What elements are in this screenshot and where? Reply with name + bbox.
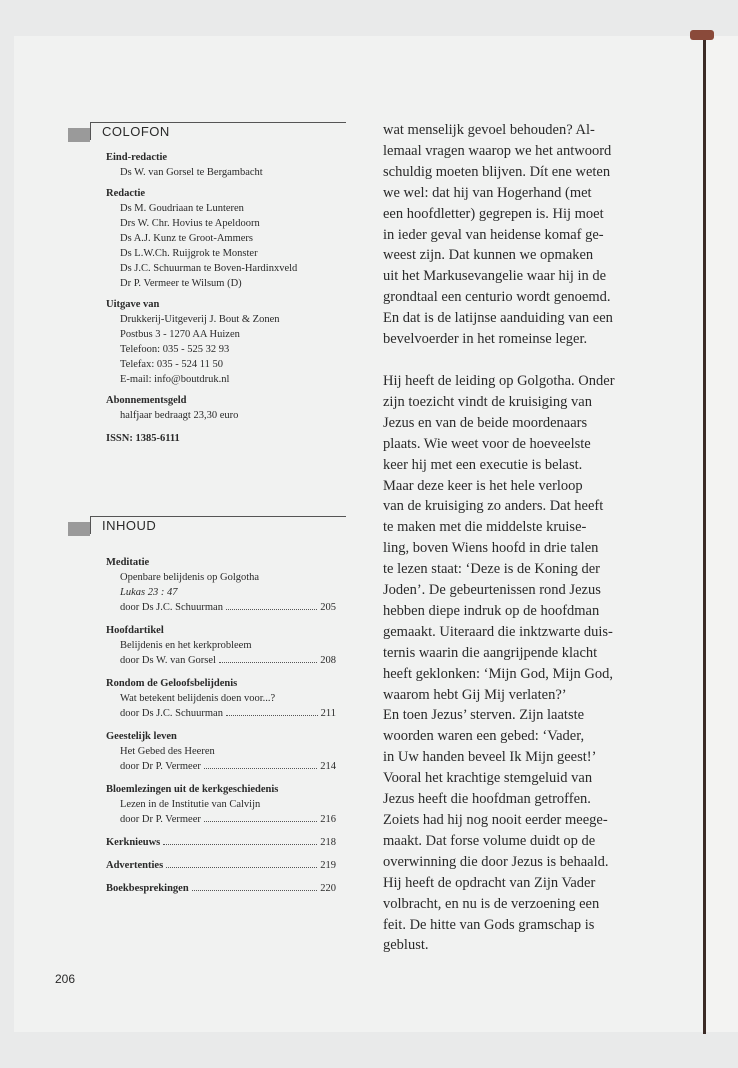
section-marker <box>68 522 90 536</box>
article-line: volbracht, en nu is de verzoening een <box>383 895 600 912</box>
article-line: geblust. <box>383 937 429 954</box>
toc-page: 208 <box>320 655 336 666</box>
dot-leader <box>226 715 318 716</box>
toc-row <box>106 835 336 850</box>
colofon-group <box>106 186 346 291</box>
page-number: 206 <box>55 972 76 986</box>
colofon-line: Drukkerij-Uitgeverij J. Bout & Zonen <box>120 314 280 325</box>
toc-author-row <box>106 600 336 615</box>
colofon-line: Telefax: 035 - 524 11 50 <box>120 359 223 370</box>
article-text <box>383 120 668 956</box>
toc-entry <box>106 835 336 850</box>
colofon-title: COLOFON <box>102 124 170 139</box>
article-line: Vooral het krachtige stemgeluid van <box>383 770 593 787</box>
article-line: waarom hebt Gij Mij verlaten?’ <box>383 686 567 703</box>
dot-leader <box>163 844 317 845</box>
toc-category: Hoofdartikel <box>106 625 164 636</box>
toc-author: door Ds J.C. Schuurman <box>120 708 223 719</box>
article-line: maakt. Dat forse volume duidt op de <box>383 832 596 849</box>
colofon-label: Uitgave van <box>106 299 160 310</box>
toc-category: Meditatie <box>106 557 150 568</box>
toc-author-row <box>106 653 336 668</box>
colofon-label: Abonnementsgeld <box>106 395 187 406</box>
inhoud-header <box>68 516 346 538</box>
toc-author: door Ds W. van Gorsel <box>120 655 216 666</box>
toc-title-line: Wat betekent belijdenis doen voor...? <box>120 693 276 704</box>
article-line: gemaakt. Uiteraard die inktzwarte duis- <box>383 623 613 640</box>
colofon-line: Ds M. Goudriaan te Lunteren <box>120 203 244 214</box>
toc-author: door Dr P. Vermeer <box>120 761 201 772</box>
colofon-line: Postbus 3 - 1270 AA Huizen <box>120 329 240 340</box>
article-line: heeft geklonken: ‘Mijn God, Mijn God, <box>383 665 613 682</box>
inhoud-title: INHOUD <box>102 518 157 533</box>
colofon-label: Redactie <box>106 188 146 199</box>
colofon-content <box>106 150 346 446</box>
article-line: zijn toezicht vindt de kruisiging van <box>383 393 592 410</box>
toc-entry <box>106 881 336 896</box>
colofon-group <box>106 150 346 180</box>
article-line: Zoiets had hij nog nooit eerder meege- <box>383 812 608 828</box>
colofon-line: Ds A.J. Kunz te Groot-Ammers <box>120 233 253 244</box>
toc-category: Geestelijk leven <box>106 731 177 742</box>
article-line: En toen Jezus’ sterven. Zijn laatste <box>383 707 585 724</box>
spine-headband <box>690 30 714 40</box>
colofon-line: Dr P. Vermeer te Wilsum (D) <box>120 278 242 289</box>
dot-leader <box>166 867 317 868</box>
section-marker <box>68 128 90 142</box>
toc-title-line: Het Gebed des Heeren <box>120 746 215 757</box>
article-line: lemaal vragen waarop we het antwoord <box>383 142 612 159</box>
article-line: woorden waren een gebed: ‘Vader, <box>383 728 585 745</box>
dot-leader <box>192 890 318 891</box>
article-line: plaats. Wie weet voor de hoeveelste <box>383 435 591 452</box>
colofon-group <box>106 393 346 423</box>
article-line: Jezus heeft die hoofdman getroffen. <box>383 791 591 808</box>
article-line: Joden’. De gebeurtenissen rond Jezus <box>383 582 601 599</box>
toc-title-line: Belijdenis en het kerkprobleem <box>120 640 252 651</box>
article-line: overwinning die door Jezus is behaald. <box>383 853 609 870</box>
toc-page: 216 <box>320 814 336 825</box>
toc-category: Advertenties <box>106 860 164 871</box>
article-line: feit. De hitte van Gods gramschap is <box>383 916 595 933</box>
article-line: ling, boven Wiens hoofd in drie talen <box>383 540 599 557</box>
colofon-line: Ds L.W.Ch. Ruijgrok te Monster <box>120 248 258 259</box>
toc-page: 218 <box>320 837 336 848</box>
article-line: we wel: dat hij van Hogerhand (met <box>383 184 592 201</box>
article-line: van de kruisiging zo anders. Dat heeft <box>383 498 604 515</box>
colofon-line: halfjaar bedraagt 23,30 euro <box>120 410 239 421</box>
toc-category: Boekbesprekingen <box>106 883 189 894</box>
article-line: schuldig moeten blijven. Dít ene weten <box>383 163 611 180</box>
article-paragraph <box>383 120 668 350</box>
article-line: keer hij met een executie is belast. <box>383 456 583 473</box>
toc-author-row <box>106 759 336 774</box>
colofon-line: E-mail: info@boutdruk.nl <box>120 374 230 385</box>
toc-entry <box>106 676 336 721</box>
toc-category: Rondom de Geloofsbelijdenis <box>106 678 238 689</box>
toc-row <box>106 858 336 873</box>
toc-page: 214 <box>320 761 336 772</box>
toc-category: Bloemlezingen uit de kerkgeschiedenis <box>106 784 279 795</box>
book-spine <box>703 34 706 1034</box>
table-of-contents <box>106 555 336 904</box>
dot-leader <box>204 768 317 769</box>
article-line: ternis waarin die aangrijpende klacht <box>383 644 598 661</box>
toc-row <box>106 881 336 896</box>
colofon-group <box>106 297 346 387</box>
colofon-line: Ds W. van Gorsel te Bergambacht <box>120 167 263 178</box>
article-line: uit het Markusevangelie waar hij in de <box>383 268 607 285</box>
colofon-line: Telefoon: 035 - 525 32 93 <box>120 344 230 355</box>
article-line: grondtaal een centurio wordt genoemd. <box>383 289 611 306</box>
toc-title-line: Lukas 23 : 47 <box>120 587 178 598</box>
toc-entry <box>106 858 336 873</box>
toc-entry <box>106 729 336 774</box>
toc-page: 220 <box>320 883 336 894</box>
toc-entry <box>106 555 336 615</box>
toc-entry <box>106 623 336 668</box>
toc-author: door Ds J.C. Schuurman <box>120 602 223 613</box>
article-line: te maken met die middelste kruise- <box>383 519 587 536</box>
colofon-line: Drs W. Chr. Hovius te Apeldoorn <box>120 218 260 229</box>
issn-number: ISSN: 1385-6111 <box>106 433 180 444</box>
toc-title-line: Openbare belijdenis op Golgotha <box>120 572 260 583</box>
colofon-label: Eind-redactie <box>106 152 168 163</box>
colofon-line: Ds J.C. Schuurman te Boven-Hardinxveld <box>120 263 298 274</box>
article-line: weest zijn. Dat kunnen we opmaken <box>383 247 594 264</box>
dot-leader <box>226 609 317 610</box>
article-line: een hoofdletter) gegrepen is. Hij moet <box>383 205 604 222</box>
adjacent-page-edge <box>706 36 738 1032</box>
article-paragraph <box>383 371 668 956</box>
toc-author-row <box>106 812 336 827</box>
toc-page: 219 <box>320 860 336 871</box>
colofon-header <box>68 122 346 144</box>
article-line: wat menselijk gevoel behouden? Al- <box>383 122 595 138</box>
toc-author-row <box>106 706 336 721</box>
article-line: te lezen staat: ‘Deze is de Koning der <box>383 561 601 578</box>
toc-page: 205 <box>320 602 336 613</box>
article-line: bevelvoerder in het romeinse leger. <box>383 331 588 348</box>
toc-page: 211 <box>320 708 336 719</box>
toc-title-line: Lezen in de Institutie van Calvijn <box>120 799 261 810</box>
article-line: Hij heeft de opdracht van Zijn Vader <box>383 874 596 891</box>
article-line: Maar deze keer is het hele verloop <box>383 477 583 494</box>
article-line: En dat is de latijnse aanduiding van een <box>383 310 613 327</box>
article-line: Hij heeft de leiding op Golgotha. Onder <box>383 372 615 389</box>
article-line: in ieder geval van heidense komaf ge- <box>383 226 604 243</box>
article-line: in Uw handen beveel Ik Mijn geest!’ <box>383 749 597 766</box>
toc-category: Kerknieuws <box>106 837 161 848</box>
article-line: Jezus en van de beide moordenaars <box>383 414 588 431</box>
article-line: hebben diepe indruk op de hoofdman <box>383 602 600 619</box>
dot-leader <box>204 821 317 822</box>
dot-leader <box>219 662 317 663</box>
toc-entry <box>106 782 336 827</box>
toc-author: door Dr P. Vermeer <box>120 814 201 825</box>
